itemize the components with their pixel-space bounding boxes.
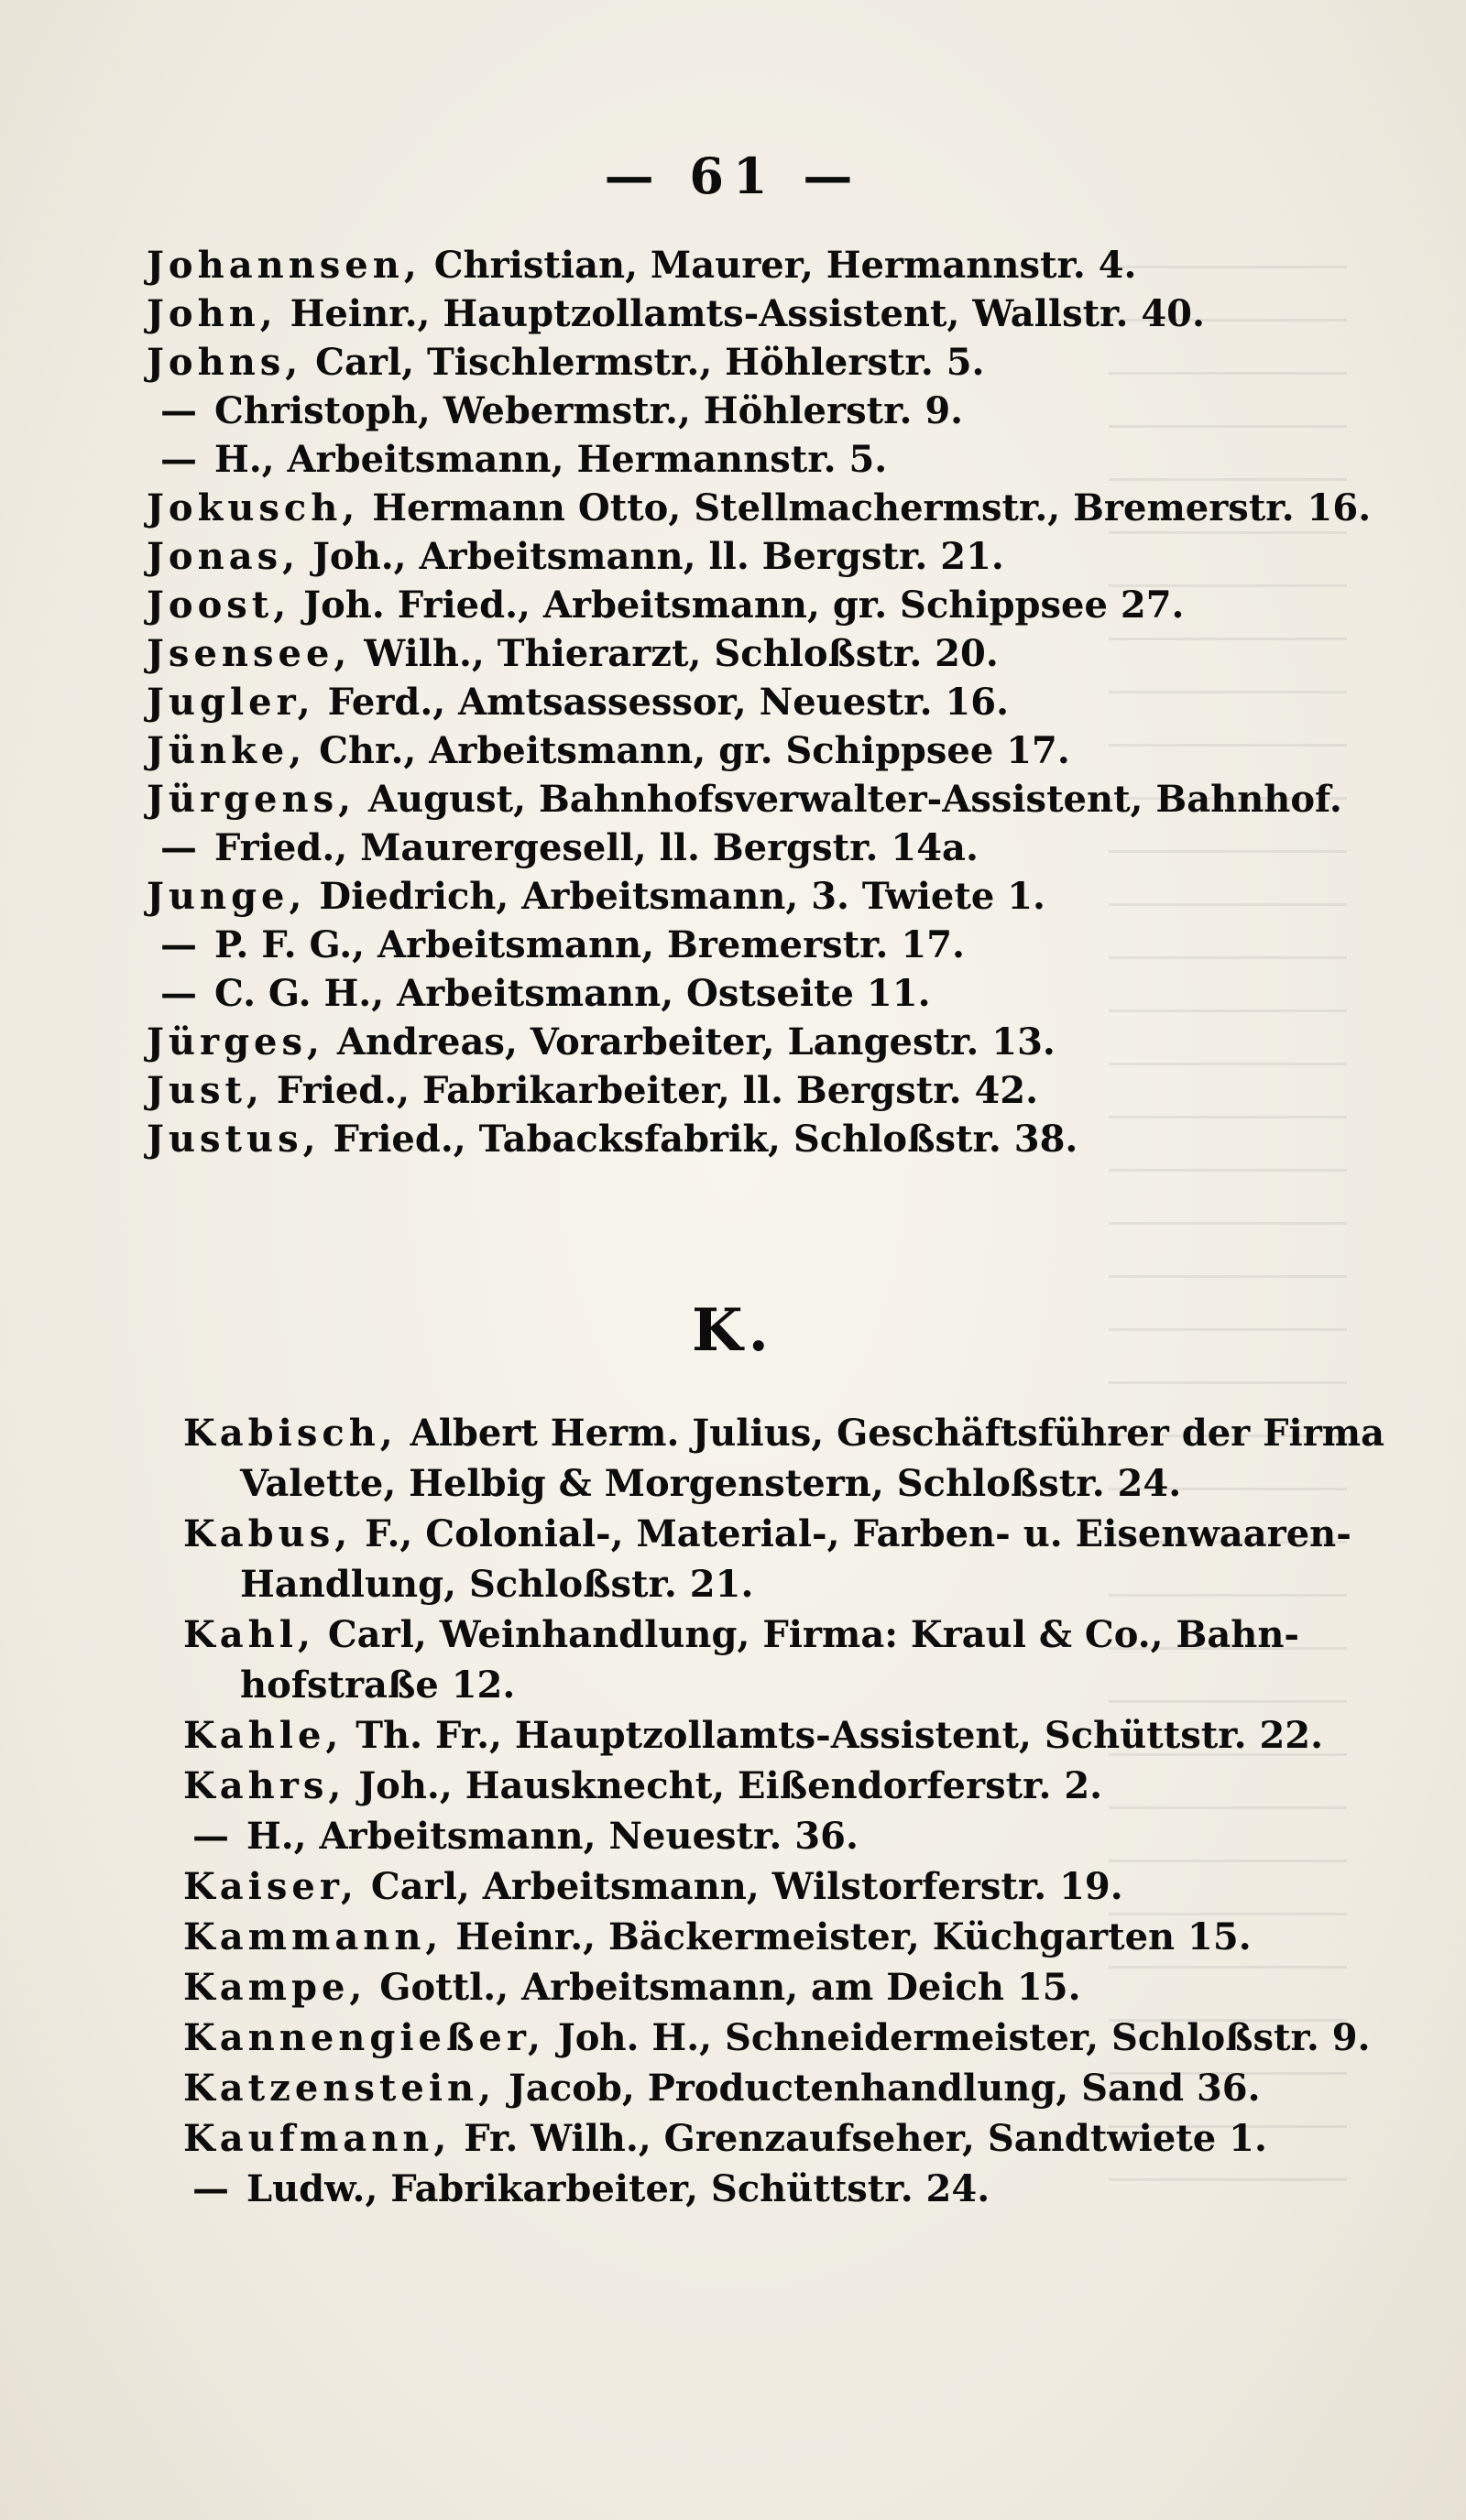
entry-line: Justus, Fried., Tabacksfabrik, Schloßstr. 38. [147, 1118, 1078, 1161]
entry-line: Johns, Carl, Tischlermstr., Höhlerstr. 5. [147, 341, 985, 384]
entry-line: Jürges, Andreas, Vorarbeiter, Langestr. 13. [147, 1020, 1056, 1064]
entry-line: Kabisch, Albert Herm. Julius, Geschäftsführer der Firma [183, 1412, 1385, 1455]
entry-line: Kannengießer, Joh. H., Schneidermeister, Schloßstr. 9. [183, 2016, 1371, 2059]
entry-line: Jünke, Chr., Arbeitsmann, gr. Schippsee 17. [147, 729, 1070, 772]
entry-line: Just, Fried., Fabrikarbeiter, ll. Bergstr. 42. [147, 1069, 1039, 1112]
entry-line: Jokusch, Hermann Otto, Stellmachermstr., Bremerstr. 16. [147, 486, 1372, 529]
entry-line: Jugler, Ferd., Amtsassessor, Neuestr. 16. [147, 681, 1010, 724]
entry-line: Jürgens, August, Bahnhofsverwalter-Assistent, Bahnhof. [147, 778, 1342, 821]
entry-line: — P. F. G., Arbeitsmann, Bremerstr. 17. [160, 923, 965, 966]
entry-line: Junge, Diedrich, Arbeitsmann, 3. Twiete 1. [147, 875, 1045, 918]
entry-line: Kabus, F., Colonial-, Material-, Farben- u. Eisenwaaren- [183, 1512, 1351, 1555]
entry-line: — C. G. H., Arbeitsmann, Ostseite 11. [160, 972, 931, 1015]
entry-line-continuation: Handlung, Schloßstr. 21. [240, 1563, 754, 1606]
entry-line: Kaiser, Carl, Arbeitsmann, Wilstorferstr. 19. [183, 1865, 1123, 1908]
entry-line: — H., Arbeitsmann, Hermannstr. 5. [160, 438, 888, 481]
entry-line: Jonas, Joh., Arbeitsmann, ll. Bergstr. 21. [147, 535, 1004, 578]
entry-line: Katzenstein, Jacob, Productenhandlung, Sand 36. [183, 2067, 1261, 2110]
entry-line: Joost, Joh. Fried., Arbeitsmann, gr. Schippsee 27. [147, 584, 1185, 627]
entry-line: John, Heinr., Hauptzollamts-Assistent, Wallstr. 40. [147, 292, 1205, 335]
entry-line: Kaufmann, Fr. Wilh., Grenzaufseher, Sandtwiete 1. [183, 2117, 1267, 2160]
entry-line-continuation: Valette, Helbig & Morgenstern, Schloßstr. 24. [240, 1462, 1182, 1505]
entry-line: — Christoph, Webermstr., Höhlerstr. 9. [160, 389, 964, 432]
entry-line: Kahrs, Joh., Hausknecht, Eißendorferstr. 2. [183, 1764, 1103, 1807]
entry-line: Kammann, Heinr., Bäckermeister, Küchgarten 15. [183, 1915, 1252, 1958]
page-number-header: — 61 — [604, 147, 862, 205]
entry-line: — H., Arbeitsmann, Neuestr. 36. [192, 1815, 859, 1858]
entry-line: — Ludw., Fabrikarbeiter, Schüttstr. 24. [192, 2167, 990, 2210]
entry-line: Johannsen, Christian, Maurer, Hermannstr. 4. [147, 244, 1137, 287]
entry-line: Kahle, Th. Fr., Hauptzollamts-Assistent, Schüttstr. 22. [183, 1714, 1324, 1757]
entry-line: Kampe, Gottl., Arbeitsmann, am Deich 15. [183, 1966, 1081, 2009]
entry-line: — Fried., Maurergesell, ll. Bergstr. 14a. [160, 826, 979, 869]
entry-line: Kahl, Carl, Weinhandlung, Firma: Kraul & Co., Bahn- [183, 1613, 1300, 1656]
entry-line: Jsensee, Wilh., Thierarzt, Schloßstr. 20. [147, 632, 999, 675]
section-letter-k: K. [692, 1296, 774, 1365]
entry-line-continuation: hofstraße 12. [240, 1664, 516, 1707]
